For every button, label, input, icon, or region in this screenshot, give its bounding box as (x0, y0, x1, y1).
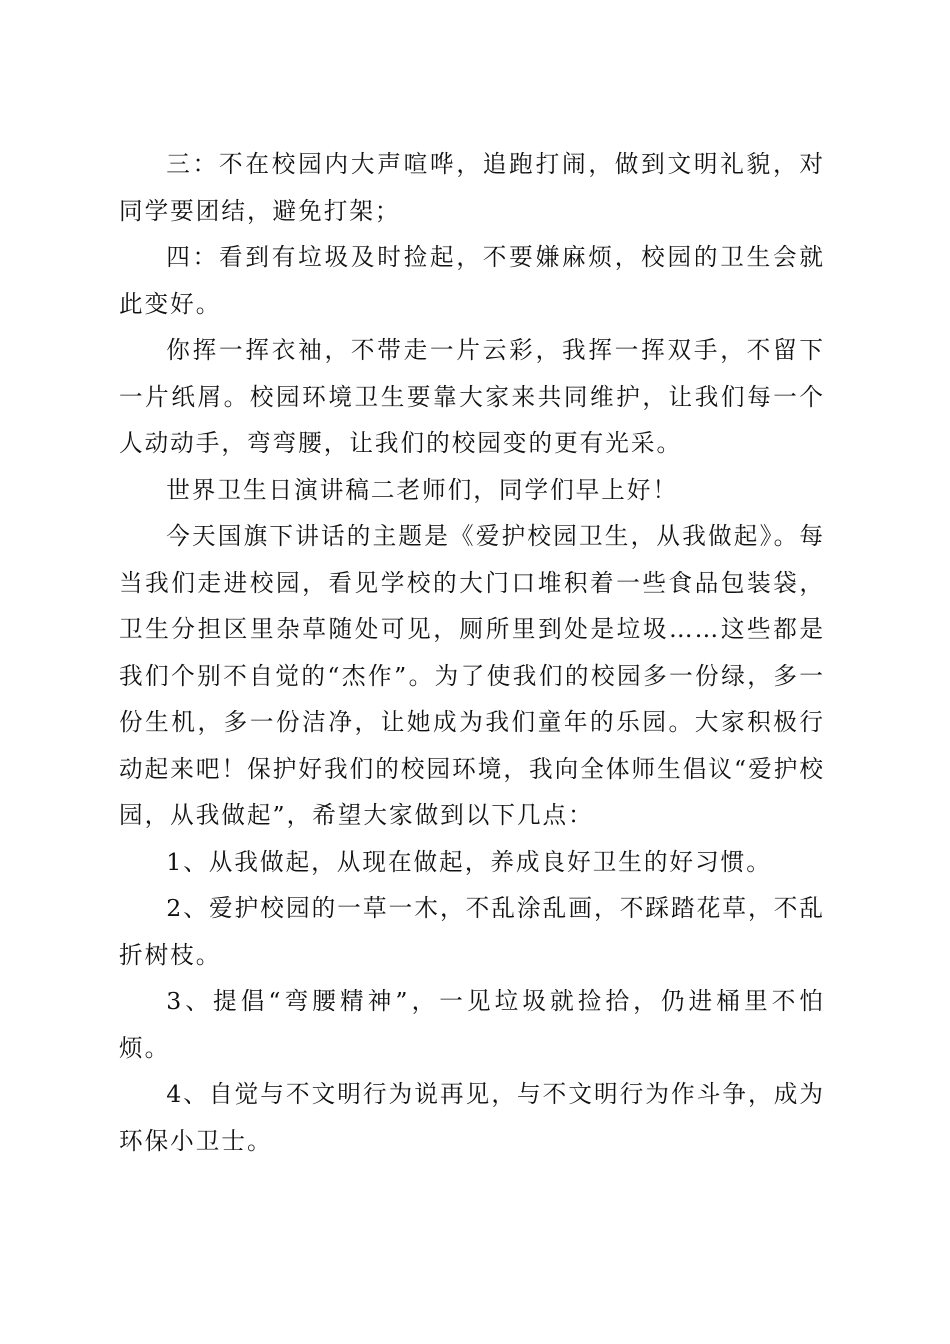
paragraph-rule-three: 三：不在校园内大声喧哗，追跑打闹，做到文明礼貌，对同学要团结，避免打架； (119, 150, 825, 225)
paragraph-speech-two-intro: 今天国旗下讲话的主题是《爱护校园卫生，从我做起》。每当我们走进校园，看见学校的大门口堆积着一些食品包装袋，卫生分担区里杂草随处可见，厕所里到处是垃圾……这些都是我们个别不自觉的“杰作”。为了使我们的校园多一份绿，多一份生机，多一份洁净，让她成为我们童年的乐园。大家积极行动起来吧！保护好我们的校园环境，我向全体师生倡议“爱护校园，从我做起”，希望大家做到以下几点： (119, 522, 825, 829)
document-body (119, 141, 825, 1164)
paragraph-closing: 你挥一挥衣袖，不带走一片云彩，我挥一挥双手，不留下一片纸屑。校园环境卫生要靠大家来共同维护，让我们每一个人动动手，弯弯腰，让我们的校园变的更有光采。 (119, 336, 825, 457)
paragraph-speech-two-greeting: 世界卫生日演讲稿二老师们，同学们早上好！ (166, 475, 679, 504)
list-item-4: 4、自觉与不文明行为说再见，与不文明行为作斗争，成为环保小卫士。 (119, 1080, 825, 1155)
list-item-2: 2、爱护校园的一草一木，不乱涂乱画，不踩踏花草，不乱折树枝。 (119, 894, 825, 969)
paragraph-rule-four: 四：看到有垃圾及时捡起，不要嫌麻烦，校园的卫生会就此变好。 (119, 243, 825, 318)
list-item-1: 1、从我做起，从现在做起，养成良好卫生的好习惯。 (166, 847, 772, 876)
list-item-3: 3、提倡“弯腰精神”，一见垃圾就捡拾，仍进桶里不怕烦。 (119, 987, 825, 1062)
